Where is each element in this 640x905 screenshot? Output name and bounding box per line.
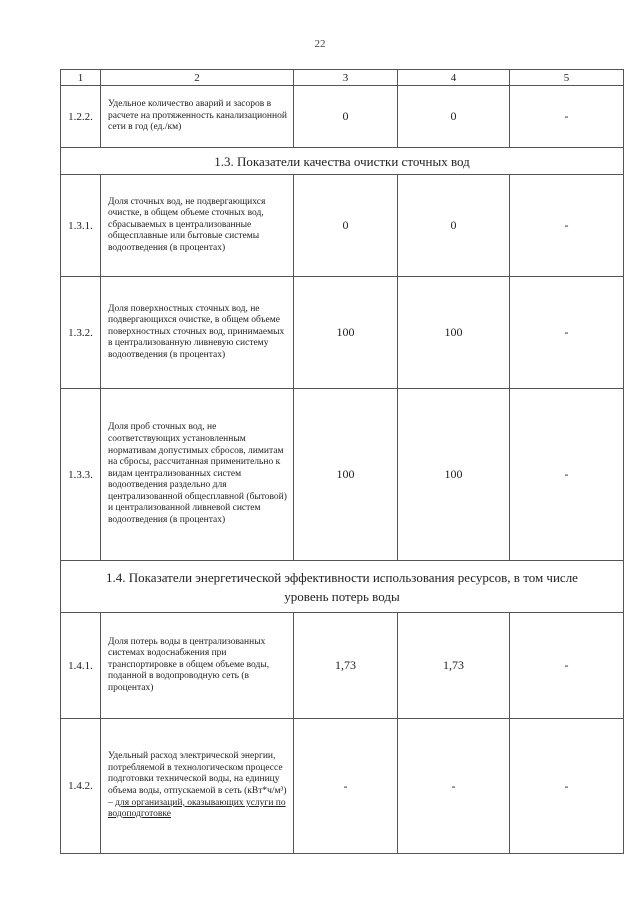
column-header: 2 — [101, 70, 294, 86]
value-col3: 1,73 — [294, 613, 398, 719]
row-description: Доля сточных вод, не подвергающихся очистке, в общем объеме сточных вод, сбрасываемых в централизованные общесплавные или бытовые системы водоотведения (в процентах) — [101, 175, 294, 277]
row-number: 1.4.1. — [61, 613, 101, 719]
row-description-text: Удельный расход электрической энергии, потребляемой в технологическом процессе подготовки технической воды, на единицу объема воды, отпускаемой в сеть (кВт*ч/м³) – — [108, 751, 287, 808]
row-number: 1.3.3. — [61, 389, 101, 561]
value-col4: 0 — [398, 175, 510, 277]
table-row — [61, 175, 624, 277]
section-row — [61, 561, 624, 613]
value-col3: 0 — [294, 175, 398, 277]
value-col3: 0 — [294, 86, 398, 148]
row-number: 1.4.2. — [61, 719, 101, 854]
table-row — [61, 277, 624, 389]
value-col5: - — [510, 389, 624, 561]
section-title: 1.3. Показатели качества очистки сточных вод — [61, 148, 624, 175]
row-number: 1.3.2. — [61, 277, 101, 389]
section-row — [61, 148, 624, 175]
column-header: 5 — [510, 70, 624, 86]
column-header: 1 — [61, 70, 101, 86]
value-col3: - — [294, 719, 398, 854]
value-col5: - — [510, 86, 624, 148]
table-row — [61, 389, 624, 561]
value-col3: 100 — [294, 277, 398, 389]
value-col4: 100 — [398, 277, 510, 389]
row-description: Доля проб сточных вод, не соответствующих установленным нормативам допустимых сбросов, лимитам на сбросы, рассчитанная применительно к видам централизованных систем водоотведения раздельно для централизованной общесплавной (бытовой) и централизованной ливневой систем водоотведения (в процентах) — [101, 389, 294, 561]
column-header: 3 — [294, 70, 398, 86]
table-row — [61, 719, 624, 854]
value-col5: - — [510, 719, 624, 854]
value-col3: 100 — [294, 389, 398, 561]
value-col5: - — [510, 277, 624, 389]
row-description: Удельное количество аварий и засоров в расчете на протяженность канализационной сети в год (ед./км) — [101, 86, 294, 148]
value-col5: - — [510, 613, 624, 719]
value-col4: 1,73 — [398, 613, 510, 719]
column-header: 4 — [398, 70, 510, 86]
value-col5: - — [510, 175, 624, 277]
table-row — [61, 86, 624, 148]
section-title: 1.4. Показатели энергетической эффективности использования ресурсов, в том числе уровень потерь воды — [61, 561, 624, 613]
value-col4: 100 — [398, 389, 510, 561]
indicators-table — [60, 69, 624, 854]
value-col4: 0 — [398, 86, 510, 148]
value-col4: - — [398, 719, 510, 854]
row-description: Доля потерь воды в централизованных системах водоснабжения при транспортировке в общем объеме воды, поданной в водопроводную сеть (в процентах) — [101, 613, 294, 719]
row-description: Доля поверхностных сточных вод, не подвергающихся очистке, в общем объеме поверхностных сточных вод, принимаемых в централизованную ливневую систему водоотведения (в процентах) — [101, 277, 294, 389]
page-number: 22 — [314, 38, 326, 50]
column-header-row — [61, 70, 624, 86]
row-number: 1.3.1. — [61, 175, 101, 277]
row-number: 1.2.2. — [61, 86, 101, 148]
row-description — [101, 719, 294, 854]
table-row — [61, 613, 624, 719]
row-description-underlined: для организаций, оказывающих услуги по водоподготовке — [108, 797, 286, 820]
